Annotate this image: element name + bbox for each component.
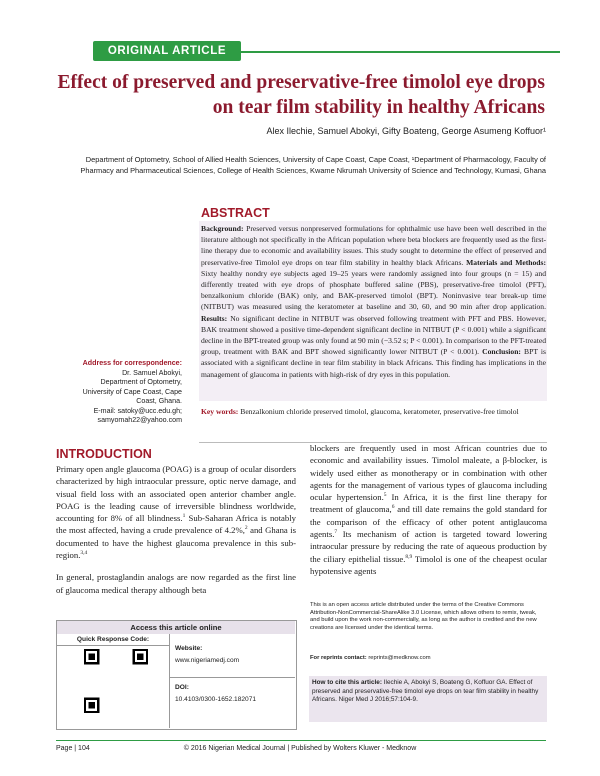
page-number: Page | 104	[56, 745, 90, 752]
results-text: No significant decline in NITBUT was observed following treatment with PFT and PBS. However, BAK treatment showed a positive time-dependent significant decline in NITBUT (P < 0.001) while a significant decline in the BPT-treated group was only found at 90 min (−3.52 s; P < 0.001). In comparison to the PFT-treated group, treatment with BAK and BPT showed significantly lower NITBUT (P < 0.001).	[201, 313, 546, 357]
reprints-line	[310, 655, 547, 661]
citation-text	[312, 679, 544, 705]
methods-label: Materials and Methods:	[466, 257, 546, 267]
introduction-heading: INTRODUCTION	[56, 447, 152, 461]
keywords	[201, 406, 546, 417]
intro-text: In Africa, it is the first line therapy for treatment of glaucoma,	[310, 492, 547, 515]
intro-text: and Ghana is documented to have the highest glaucoma prevalence in this sub-region.	[56, 525, 296, 561]
correspondence-block	[56, 359, 182, 426]
abstract-heading: ABSTRACT	[201, 206, 270, 220]
citation-ref[interactable]: 8,9	[405, 553, 413, 560]
reprints-label: For reprints contact:	[310, 655, 367, 661]
article-type-badge: ORIGINAL ARTICLE	[93, 41, 241, 61]
intro-text: Its mechanism of action is targeted toward lowering intraocular pressure by reducing the rate of aqueous production by the ciliary epithelial tissue.	[310, 529, 547, 564]
website-label: Website:	[175, 645, 203, 652]
intro-paragraph	[56, 463, 296, 561]
citation-ref[interactable]: 1	[182, 513, 186, 520]
methods-text: Sixty healthy nondry eye subjects aged 19–25 years were randomly assigned into four groups (n = 15) and differently treated with eye drops of phosphate buffered saline (PBS), preservative-free timolol (PFT), benzalkonium chloride (BAK) only, and BAK-preserved timolol (BPT). Noninvasive tear break-up time (NITBUT) was measured using the keratometer at baseline and 30, 60, and 90 min after drop application.	[201, 268, 546, 312]
intro-column-left	[56, 463, 296, 606]
citation-ref[interactable]: 5	[383, 492, 387, 499]
badge-divider	[241, 51, 560, 53]
correspondence-heading: Address for correspondence:	[82, 359, 182, 367]
qr-label: Quick Response Code:	[57, 634, 169, 646]
citation-ref[interactable]: 2	[244, 525, 248, 532]
intro-text: and till date remains the gold standard for the comparison of the efficacy of other potent antiglaucoma agents.	[310, 504, 547, 540]
license-text: This is an open access article distributed under the terms of the Creative Commons Attribution-NonCommercial-ShareAlike 3.0 License, which allows others to remix, tweak, and build upon the work non-commercially, as long as the author is credited and the new creations are licensed under the identical terms.	[310, 602, 537, 631]
correspondence-dept: Department of Optometry,	[100, 378, 182, 386]
intro-text: Primary open angle glaucoma (POAG) is a group of ocular disorders characterized by high intraocular pressure, optic nerve damage, and visual field loss with an associated open anterior chamber angle. POAG is the leading cause of irreversible blindness worldwide, accounting for 8% of all blindness.	[56, 464, 296, 524]
citation-ref[interactable]: 7	[334, 529, 338, 536]
correspondence-name: Dr. Samuel Abokyi,	[122, 368, 182, 377]
correspondence-univ: University of Cape Coast, Cape	[82, 387, 182, 396]
footer-divider	[56, 740, 546, 741]
reprints-email[interactable]: reprints@medknow.com	[368, 655, 431, 661]
keywords-text: Benzalkonium chloride preserved timolol, glaucoma, keratometer, preservative-free timolol	[240, 407, 519, 416]
background-text: Preserved versus nonpreserved formulations for ophthalmic use have been well described in the literature although not specifically in the African population where beta blockers are frequently used as the first-line therapy due to economic and availability issues. This study sought to determine the effect of preserved and preservative-free Timolol eye drops on tear film stability in healthy black Africans.	[201, 224, 546, 267]
correspondence-email[interactable]: E-mail: satoky@ucc.edu.gh;	[93, 406, 182, 415]
citation-ref[interactable]: 6	[391, 504, 395, 511]
access-divider	[169, 634, 170, 728]
intro-text: blockers are frequently used in most African countries due to economic and availability issues. Timolol maleate, a β-blocker, is widely used either as monotherapy or in combination with other agents for the management of various types of glaucoma including ocular hypertension.	[310, 443, 547, 503]
access-heading: Access this article online	[57, 621, 295, 634]
affiliation: Department of Optometry, School of Allied Health Sciences, University of Cape Coast, Cape Coast, ¹Department of Pharmacology, Faculty of Pharmacy and Pharmaceutical Sciences, College of Health Sciences, Kwame Nkrumah University of Science and Technology, Kumasi, Ghana	[80, 155, 546, 175]
keywords-label: Key words:	[201, 407, 239, 416]
conclusion-label: Conclusion:	[482, 347, 521, 357]
copyright: © 2016 Nigerian Medical Journal | Published by Wolters Kluwer - Medknow	[183, 745, 417, 752]
intro-text: Timolol is one of the cheapest ocular hypotensive agents	[310, 553, 547, 576]
intro-text: Sub-Saharan Africa is notably the most affected, having a crude prevalence of 4.2%,	[56, 513, 296, 536]
intro-column-right	[310, 442, 547, 587]
website-link[interactable]: www.nigeriamedj.com	[175, 657, 240, 664]
article-title: Effect of preserved and preservative-free timolol eye drops on tear film stability in healthy Africans	[57, 72, 545, 118]
access-divider	[170, 677, 295, 678]
doi-label: DOI:	[175, 684, 189, 691]
conclusion-text: BPT is associated with a significant decline in tear film stability in black Africans. This finding has implications in the management of glaucoma in patients with high-risk of dry eyes in this population.	[201, 347, 546, 379]
intro-paragraph: In general, prostaglandin analogs are now regarded as the first line of glaucoma medical therapy although beta	[56, 572, 296, 595]
correspondence-email-alt[interactable]: samyomah22@yahoo.com	[97, 416, 182, 424]
citation-label: How to cite this article:	[312, 679, 382, 686]
author-list: Alex Ilechie, Samuel Abokyi, Gifty Boateng, George Asumeng Koffuor¹	[266, 126, 546, 136]
results-label: Results:	[201, 313, 228, 323]
abstract-text	[201, 223, 546, 380]
doi-link[interactable]: 10.4103/0300-1652.182071	[175, 696, 257, 703]
correspondence-location: Coast, Ghana.	[136, 397, 182, 405]
citation-ref[interactable]: 3,4	[80, 550, 88, 557]
background-label: Background:	[201, 224, 244, 233]
qr-code-icon[interactable]	[84, 649, 148, 713]
intro-paragraph	[310, 442, 547, 577]
citation-body: Ilechie A, Abokyi S, Boateng G, Koffuor GA. Effect of preserved and preservative-free timolol eye drops on tear film stability in healthy Africans. Niger Med J 2016;57:104-9.	[312, 679, 539, 704]
